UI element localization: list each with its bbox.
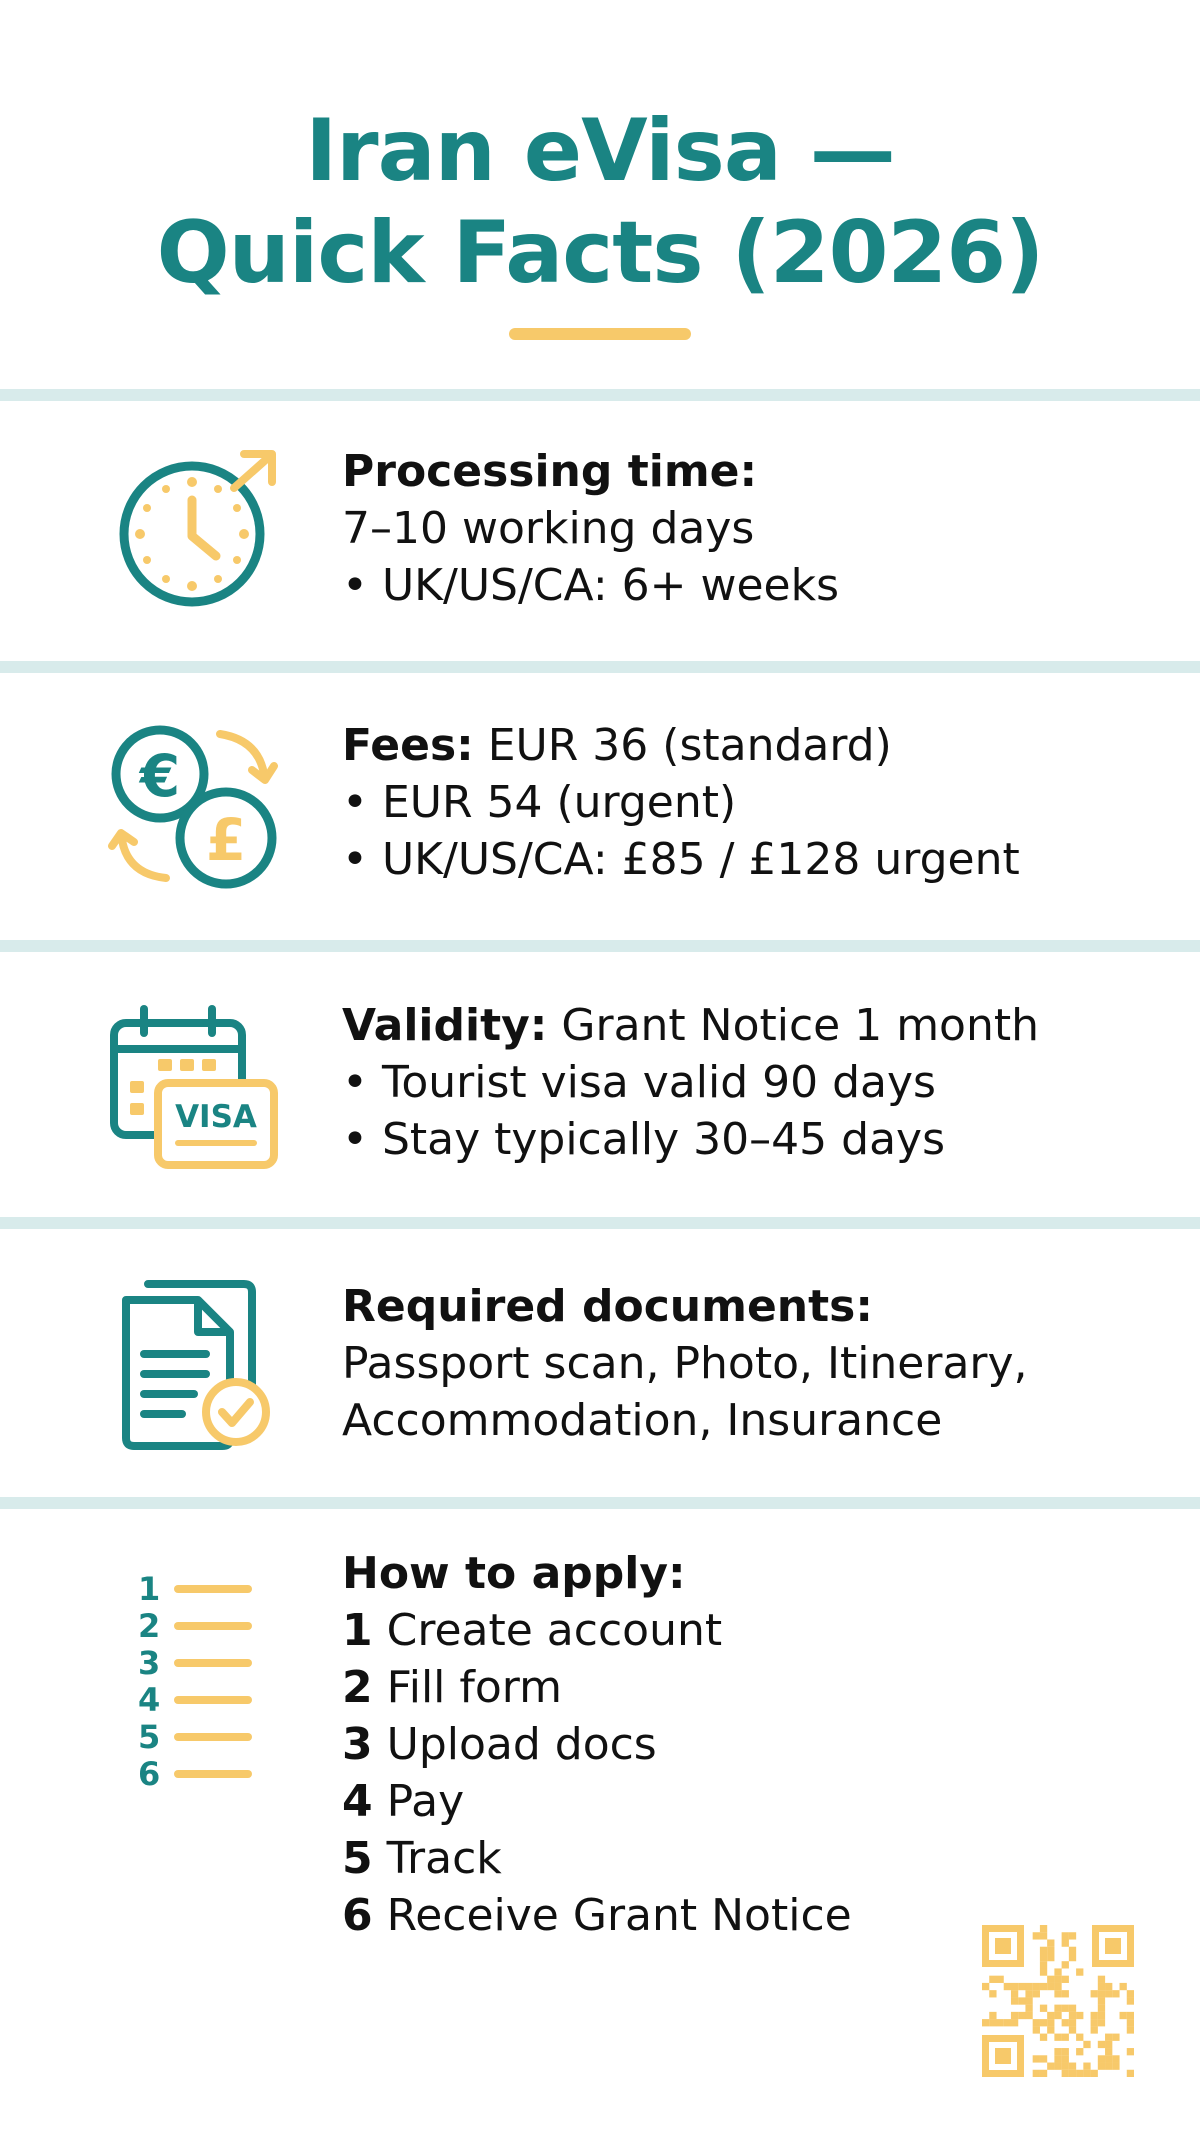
qr-module	[1033, 1932, 1040, 1939]
list-icon-number: 2	[138, 1607, 161, 1645]
qr-module	[982, 2019, 989, 2026]
documents-label: Required documents:	[342, 1281, 873, 1332]
step-text: Pay	[372, 1776, 465, 1827]
validity-line-1: • Tourist visa valid 90 days	[342, 1057, 936, 1108]
qr-module	[1069, 1954, 1076, 1961]
list-icon-number: 1	[138, 1570, 161, 1608]
qr-module	[989, 1976, 996, 1983]
qr-module	[1076, 2012, 1083, 2019]
qr-module	[1098, 1990, 1105, 1997]
qr-module	[1040, 1925, 1047, 1932]
qr-module	[1127, 2026, 1134, 2033]
qr-module	[1105, 2048, 1112, 2055]
fees-label: Fees:	[342, 720, 474, 771]
qr-module	[1091, 2026, 1098, 2033]
qr-module	[1062, 1990, 1069, 1997]
section-divider	[0, 1217, 1200, 1229]
qr-module	[1127, 1997, 1134, 2004]
step-number: 4	[342, 1776, 373, 1827]
apply-step	[342, 1659, 852, 1716]
step-number: 1	[342, 1605, 373, 1656]
qr-module	[989, 1990, 996, 1997]
qr-module	[1069, 1932, 1076, 1939]
qr-module	[1040, 2070, 1047, 2077]
qr-module	[1062, 2055, 1069, 2062]
step-number: 5	[342, 1833, 373, 1884]
qr-module	[1127, 2048, 1134, 2055]
qr-module	[1047, 2063, 1054, 2070]
qr-module	[1105, 1983, 1112, 1990]
qr-module	[1062, 1932, 1069, 1939]
qr-module	[1069, 2063, 1076, 2070]
section-divider	[0, 1497, 1200, 1509]
qr-module	[1069, 2026, 1076, 2033]
qr-module	[1054, 1968, 1061, 1975]
qr-module	[1018, 2012, 1025, 2019]
processing-line-2: • UK/US/CA: 6+ weeks	[342, 560, 840, 611]
fees-line-2: • UK/US/CA: £85 / £128 urgent	[342, 834, 1020, 885]
qr-module	[1047, 1939, 1054, 1946]
qr-module	[982, 1983, 989, 1990]
qr-module	[1025, 2005, 1032, 2012]
fees-text	[342, 717, 1020, 888]
qr-module	[1062, 2070, 1069, 2077]
step-number: 2	[342, 1662, 373, 1713]
currency-exchange-icon	[108, 720, 283, 895]
qr-module	[1083, 2063, 1090, 2070]
qr-module	[1098, 2005, 1105, 2012]
qr-module	[1040, 2034, 1047, 2041]
section-divider	[0, 661, 1200, 673]
qr-module	[1062, 2019, 1069, 2026]
qr-module	[1062, 1961, 1069, 1968]
qr-module	[1011, 2019, 1018, 2026]
qr-module	[1076, 2070, 1083, 2077]
title-underline	[509, 328, 691, 340]
documents-line-1: Passport scan, Photo, Itinerary,	[342, 1338, 1028, 1389]
qr-module	[1098, 1976, 1105, 1983]
qr-module	[1054, 2048, 1061, 2055]
apply-label: How to apply:	[342, 1548, 686, 1599]
title-line-2: Quick Facts (2026)	[156, 203, 1044, 303]
qr-module	[1033, 2026, 1040, 2033]
qr-module	[1098, 2041, 1105, 2048]
qr-module	[1025, 2012, 1032, 2019]
step-text: Fill form	[372, 1662, 562, 1713]
step-number: 3	[342, 1719, 373, 1770]
qr-module	[1033, 1990, 1040, 1997]
qr-module	[1033, 1983, 1040, 1990]
page-title	[0, 100, 1200, 304]
step-text: Upload docs	[372, 1719, 657, 1770]
list-icon-number: 6	[138, 1755, 161, 1793]
qr-module	[1018, 1983, 1025, 1990]
qr-module	[1062, 1939, 1069, 1946]
qr-module	[1004, 2019, 1011, 2026]
qr-module	[1098, 2019, 1105, 2026]
qr-module	[1098, 2063, 1105, 2070]
apply-step	[342, 1887, 852, 1944]
qr-module	[1083, 2041, 1090, 2048]
qr-module	[1098, 1997, 1105, 2004]
qr-module	[1112, 1990, 1119, 1997]
qr-module	[1091, 2012, 1098, 2019]
qr-module	[1069, 2012, 1076, 2019]
qr-module	[1105, 2034, 1112, 2041]
qr-module	[1025, 1997, 1032, 2004]
qr-module	[1025, 1983, 1032, 1990]
qr-module	[1040, 2055, 1047, 2062]
qr-module	[1098, 1983, 1105, 1990]
list-icon-number: 4	[138, 1681, 161, 1719]
qr-module	[1062, 2034, 1069, 2041]
qr-module	[1004, 1983, 1011, 1990]
qr-module	[1105, 2063, 1112, 2070]
qr-module	[1047, 2026, 1054, 2033]
apply-step	[342, 1830, 852, 1887]
qr-module	[1040, 2005, 1047, 2012]
qr-module	[1069, 2019, 1076, 2026]
qr-module	[1011, 1990, 1018, 1997]
numbered-list-icon	[134, 1570, 264, 1795]
qr-module	[989, 2012, 996, 2019]
list-icon-number: 3	[138, 1644, 161, 1682]
qr-module	[1112, 2063, 1119, 2070]
qr-module	[1025, 1990, 1032, 1997]
apply-step	[342, 1773, 852, 1830]
qr-code-icon[interactable]	[982, 1925, 1134, 2077]
calendar-visa-icon	[108, 1003, 283, 1173]
fees-standard-value: EUR 36 (standard)	[473, 720, 892, 771]
qr-module	[1047, 1947, 1054, 1954]
qr-module	[1054, 1990, 1061, 1997]
step-text: Receive Grant Notice	[372, 1890, 852, 1941]
validity-grant-value: Grant Notice 1 month	[547, 1000, 1039, 1051]
clock-icon	[112, 448, 282, 608]
section-divider	[0, 389, 1200, 401]
svg-text:€: €	[139, 742, 181, 810]
qr-module	[1040, 1932, 1047, 1939]
documents-line-2: Accommodation, Insurance	[342, 1395, 943, 1446]
qr-module	[1040, 1968, 1047, 1975]
qr-module	[1040, 2019, 1047, 2026]
qr-module	[1054, 1976, 1061, 1983]
list-icon-number: 5	[138, 1718, 161, 1756]
qr-module	[996, 2019, 1003, 2026]
qr-module	[1054, 2005, 1061, 2012]
validity-label: Validity:	[342, 1000, 548, 1051]
qr-module	[1033, 2055, 1040, 2062]
qr-module	[1033, 2019, 1040, 2026]
qr-module	[1054, 2063, 1061, 2070]
svg-text:VISA: VISA	[175, 1099, 257, 1135]
qr-module	[1040, 1947, 1047, 1954]
section-divider	[0, 940, 1200, 952]
qr-module	[1069, 2005, 1076, 2012]
validity-text	[342, 997, 1039, 1168]
document-check-icon	[118, 1278, 278, 1453]
qr-module	[1047, 1954, 1054, 1961]
qr-module	[1120, 2012, 1127, 2019]
processing-text	[342, 443, 839, 614]
qr-module	[1091, 1990, 1098, 1997]
qr-module	[1069, 1947, 1076, 1954]
qr-module	[1120, 1983, 1127, 1990]
qr-module	[1112, 2055, 1119, 2062]
qr-module	[1076, 2048, 1083, 2055]
qr-module	[1127, 2070, 1134, 2077]
qr-module	[1127, 1990, 1134, 1997]
qr-module	[1098, 2055, 1105, 2062]
qr-module	[1105, 2041, 1112, 2048]
qr-module	[1040, 1961, 1047, 1968]
processing-label: Processing time:	[342, 446, 758, 497]
fees-line-1: • EUR 54 (urgent)	[342, 777, 737, 828]
qr-module	[1033, 2070, 1040, 2077]
qr-module	[1105, 2055, 1112, 2062]
qr-module	[1076, 2034, 1083, 2041]
qr-module	[1047, 1983, 1054, 1990]
step-text: Track	[372, 1833, 502, 1884]
qr-module	[1047, 2012, 1054, 2019]
documents-text	[342, 1278, 1028, 1449]
qr-module	[1127, 2019, 1134, 2026]
title-line-1: Iran eVisa —	[305, 101, 895, 201]
qr-module	[1011, 2012, 1018, 2019]
step-text: Create account	[372, 1605, 723, 1656]
qr-module	[1098, 2012, 1105, 2019]
qr-module	[1083, 2070, 1090, 2077]
processing-line-1: 7–10 working days	[342, 503, 755, 554]
qr-module	[1047, 1976, 1054, 1983]
validity-line-2: • Stay typically 30–45 days	[342, 1114, 946, 1165]
qr-module	[1091, 2019, 1098, 2026]
apply-step	[342, 1602, 852, 1659]
qr-module	[1047, 2019, 1054, 2026]
qr-module	[1062, 2063, 1069, 2070]
step-number: 6	[342, 1890, 373, 1941]
apply-step	[342, 1716, 852, 1773]
qr-module	[1054, 1983, 1061, 1990]
qr-module	[1054, 2034, 1061, 2041]
qr-module	[1062, 2005, 1069, 2012]
qr-module	[1062, 1976, 1069, 1983]
qr-module	[996, 1976, 1003, 1983]
qr-module	[1091, 2070, 1098, 2077]
qr-module	[1040, 1983, 1047, 1990]
svg-text:£: £	[205, 806, 247, 874]
qr-module	[1054, 2055, 1061, 2062]
qr-module	[1011, 1983, 1018, 1990]
qr-module	[1018, 1997, 1025, 2004]
qr-module	[1069, 2070, 1076, 2077]
qr-module	[1127, 2012, 1134, 2019]
qr-module	[1062, 2048, 1069, 2055]
apply-text	[342, 1545, 852, 1944]
qr-module	[1040, 1954, 1047, 1961]
qr-module	[1011, 1997, 1018, 2004]
qr-module	[1054, 2012, 1061, 2019]
qr-module	[1076, 1968, 1083, 1975]
qr-module	[1112, 2034, 1119, 2041]
qr-module	[1105, 1990, 1112, 1997]
qr-module	[989, 2019, 996, 2026]
